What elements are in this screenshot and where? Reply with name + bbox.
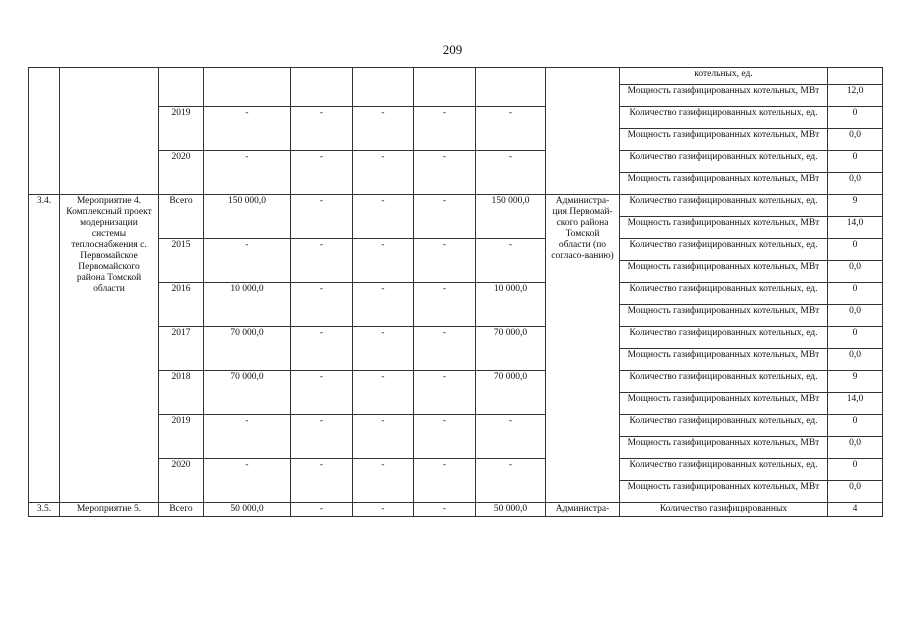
- total-cell: [204, 68, 291, 107]
- value-cell: 0: [828, 459, 883, 481]
- executor-cell: [546, 68, 620, 195]
- indicator-cell: Мощность газифицированных котельных, МВт: [620, 85, 828, 107]
- amount-cell: -: [291, 107, 353, 151]
- executor: Администра-ция Первомай-ского района Томской области (по согласо-ванию): [546, 195, 620, 503]
- amount-cell: -: [353, 151, 414, 195]
- amount-cell: -: [476, 107, 546, 151]
- value-cell: 0,0: [828, 261, 883, 283]
- value-cell: 4: [828, 503, 883, 517]
- total-cell: 70 000,0: [204, 371, 291, 415]
- amount-cell: -: [353, 283, 414, 327]
- amount-cell: -: [353, 327, 414, 371]
- year-cell: 2018: [159, 371, 204, 415]
- year-cell: 2020: [159, 151, 204, 195]
- value-cell: [828, 68, 883, 85]
- amount-cell: -: [353, 107, 414, 151]
- total-cell: 150 000,0: [204, 195, 291, 239]
- year-cell: Всего: [159, 195, 204, 239]
- amount-cell: [291, 68, 353, 107]
- amount-cell: 50 000,0: [476, 503, 546, 517]
- value-cell: 0: [828, 151, 883, 173]
- indicator-cell: Мощность газифицированных котельных, МВт: [620, 305, 828, 327]
- value-cell: 0: [828, 415, 883, 437]
- indicator-cell: Мощность газифицированных котельных, МВт: [620, 129, 828, 151]
- value-cell: 12,0: [828, 85, 883, 107]
- value-cell: 0,0: [828, 305, 883, 327]
- amount-cell: [353, 68, 414, 107]
- amount-cell: -: [414, 459, 476, 503]
- amount-cell: -: [353, 239, 414, 283]
- amount-cell: -: [414, 283, 476, 327]
- total-cell: -: [204, 415, 291, 459]
- amount-cell: [476, 68, 546, 107]
- page-number: 209: [442, 42, 463, 57]
- table-row: [29, 195, 883, 217]
- year-cell: 2020: [159, 459, 204, 503]
- amount-cell: -: [291, 327, 353, 371]
- amount-cell: 150 000,0: [476, 195, 546, 239]
- indicator-cell: Количество газифицированных котельных, ед.: [620, 107, 828, 129]
- indicator-cell: Количество газифицированных котельных, ед.: [620, 415, 828, 437]
- executor: Администра-: [546, 503, 620, 517]
- amount-cell: -: [353, 459, 414, 503]
- year-cell: 2017: [159, 327, 204, 371]
- amount-cell: -: [291, 459, 353, 503]
- amount-cell: -: [291, 195, 353, 239]
- total-cell: -: [204, 107, 291, 151]
- year-cell: Всего: [159, 503, 204, 517]
- program-table: [28, 67, 883, 517]
- indicator-cell: Мощность газифицированных котельных, МВт: [620, 173, 828, 195]
- indicator-cell: Мощность газифицированных котельных, МВт: [620, 481, 828, 503]
- amount-cell: -: [414, 415, 476, 459]
- indicator-cell: Количество газифицированных котельных, ед.: [620, 151, 828, 173]
- value-cell: 0: [828, 107, 883, 129]
- year-cell: 2015: [159, 239, 204, 283]
- indicator-cell: Мощность газифицированных котельных, МВт: [620, 261, 828, 283]
- value-cell: 0,0: [828, 349, 883, 371]
- amount-cell: -: [414, 195, 476, 239]
- indicator-cell: Мощность газифицированных котельных, МВт: [620, 393, 828, 415]
- total-cell: 10 000,0: [204, 283, 291, 327]
- amount-cell: -: [414, 239, 476, 283]
- amount-cell: -: [414, 503, 476, 517]
- measure-name: Мероприятие 5.: [60, 503, 159, 517]
- value-cell: 14,0: [828, 393, 883, 415]
- value-cell: 0: [828, 239, 883, 261]
- amount-cell: -: [291, 415, 353, 459]
- indicator-cell: Мощность газифицированных котельных, МВт: [620, 437, 828, 459]
- year-cell: 2019: [159, 107, 204, 151]
- amount-cell: -: [291, 371, 353, 415]
- year-cell: 2016: [159, 283, 204, 327]
- total-cell: -: [204, 151, 291, 195]
- indicator-cell: Мощность газифицированных котельных, МВт: [620, 349, 828, 371]
- amount-cell: -: [353, 371, 414, 415]
- value-cell: 0,0: [828, 129, 883, 151]
- amount-cell: 70 000,0: [476, 327, 546, 371]
- amount-cell: -: [353, 415, 414, 459]
- measure-name-cell: [60, 68, 159, 195]
- amount-cell: -: [414, 327, 476, 371]
- amount-cell: -: [291, 239, 353, 283]
- amount-cell: -: [291, 283, 353, 327]
- amount-cell: -: [476, 459, 546, 503]
- amount-cell: -: [353, 195, 414, 239]
- value-cell: 0: [828, 283, 883, 305]
- indicator-cell: Количество газифицированных котельных, ед.: [620, 371, 828, 393]
- measure-number: 3.4.: [29, 195, 60, 503]
- amount-cell: -: [414, 151, 476, 195]
- indicator-cell: Количество газифицированных котельных, ед.: [620, 195, 828, 217]
- amount-cell: [414, 68, 476, 107]
- table-row: [29, 68, 883, 85]
- total-cell: -: [204, 239, 291, 283]
- value-cell: 9: [828, 195, 883, 217]
- year-cell: [159, 68, 204, 107]
- indicator-cell: Количество газифицированных: [620, 503, 828, 517]
- indicator-cell: Количество газифицированных котельных, ед.: [620, 327, 828, 349]
- amount-cell: -: [476, 415, 546, 459]
- amount-cell: -: [414, 107, 476, 151]
- number-cell: [29, 68, 60, 195]
- indicator-cell: Количество газифицированных котельных, ед.: [620, 459, 828, 481]
- amount-cell: -: [476, 239, 546, 283]
- value-cell: 14,0: [828, 217, 883, 239]
- amount-cell: -: [353, 503, 414, 517]
- amount-cell: -: [414, 371, 476, 415]
- total-cell: 50 000,0: [204, 503, 291, 517]
- total-cell: -: [204, 459, 291, 503]
- value-cell: 0: [828, 327, 883, 349]
- amount-cell: -: [476, 151, 546, 195]
- indicator-cell: Количество газифицированных котельных, ед.: [620, 239, 828, 261]
- indicator-cell: Мощность газифицированных котельных, МВт: [620, 217, 828, 239]
- indicator-cell: Количество газифицированных котельных, ед.: [620, 283, 828, 305]
- measure-number: 3.5.: [29, 503, 60, 517]
- amount-cell: -: [291, 503, 353, 517]
- amount-cell: 70 000,0: [476, 371, 546, 415]
- value-cell: 0,0: [828, 481, 883, 503]
- value-cell: 0,0: [828, 173, 883, 195]
- total-cell: 70 000,0: [204, 327, 291, 371]
- table-row: [29, 503, 883, 517]
- year-cell: 2019: [159, 415, 204, 459]
- amount-cell: 10 000,0: [476, 283, 546, 327]
- value-cell: 9: [828, 371, 883, 393]
- value-cell: 0,0: [828, 437, 883, 459]
- indicator-cell: котельных, ед.: [620, 68, 828, 85]
- measure-name: Мероприятие 4. Комплексный проект модернизации системы теплоснабжения с. Первомайское Первомайского района Томской области: [60, 195, 159, 503]
- amount-cell: -: [291, 151, 353, 195]
